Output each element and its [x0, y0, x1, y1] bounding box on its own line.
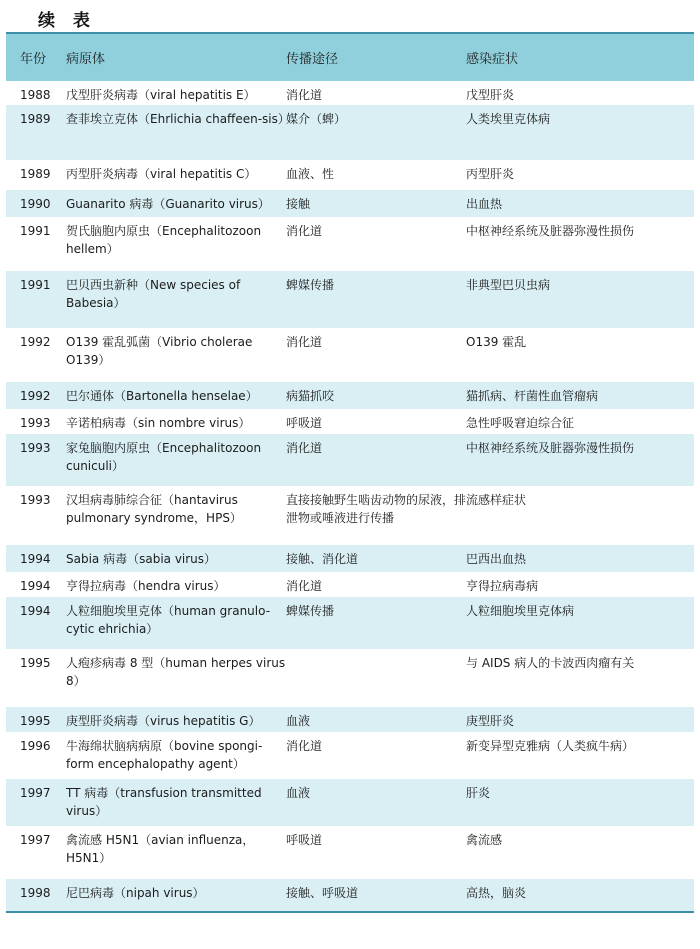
cell-symptom: 高热，脑炎 — [466, 886, 527, 900]
cell-route: 接触 — [286, 197, 311, 211]
cell-symptom: 庚型肝炎 — [466, 714, 515, 728]
cell-year: 1995 — [20, 714, 51, 728]
cell-year: 1995 — [20, 656, 51, 670]
cell-route: 消化道 — [286, 224, 323, 238]
table-body — [6, 81, 694, 911]
cell-route: 消化道 — [286, 739, 323, 753]
header-route: 传播途径 — [286, 52, 339, 67]
cell-symptom: O139 霍乱 — [466, 335, 527, 349]
cell-symptom: 亨得拉病毒病 — [466, 579, 539, 593]
cell-pathogen: 查菲埃立克体（Ehrlichia chaffeen-sis） — [66, 112, 290, 126]
cell-route: 接触、呼吸道 — [286, 886, 359, 900]
cell-symptom: 出血热 — [466, 197, 503, 211]
table-row — [6, 271, 694, 328]
cell-year: 1997 — [20, 833, 51, 847]
table-row — [6, 732, 694, 779]
cell-year: 1991 — [20, 278, 51, 292]
cell-pathogen: 家兔脑胞内原虫（Encephalitozoon cuniculi） — [66, 441, 262, 473]
cell-pathogen: 戊型肝炎病毒（viral hepatitis E） — [66, 88, 256, 102]
cell-symptom: 禽流感 — [466, 833, 503, 847]
cell-pathogen: Guanarito 病毒（Guanarito virus） — [66, 197, 270, 211]
pathogen-table — [6, 32, 694, 913]
cell-symptom: 人类埃里克体病 — [466, 112, 551, 126]
cell-pathogen: 牛海绵状脑病病原（bovine spongi-form encephalopathy agent） — [66, 739, 263, 771]
cell-route: 消化道 — [286, 335, 323, 349]
cell-year: 1996 — [20, 739, 51, 753]
cell-route: 呼吸道 — [286, 416, 323, 430]
cell-pathogen: TT 病毒（transfusion transmitted virus） — [66, 786, 262, 818]
cell-route: 消化道 — [286, 579, 323, 593]
table-header — [6, 34, 694, 81]
cell-symptom: 新变异型克雅病（人类疯牛病） — [466, 739, 635, 753]
table-row — [6, 707, 694, 732]
cell-year: 1992 — [20, 389, 51, 403]
cell-pathogen: O139 霍乱弧菌（Vibrio cholerae O139） — [66, 335, 253, 367]
table-row — [6, 572, 694, 597]
cell-pathogen: 丙型肝炎病毒（viral hepatitis C） — [66, 167, 257, 181]
table-caption: 续 表 — [38, 11, 96, 31]
cell-route: 病猫抓咬 — [286, 389, 335, 403]
cell-symptom: 戊型肝炎 — [466, 88, 515, 102]
cell-year: 1994 — [20, 604, 51, 618]
table-row — [6, 597, 694, 649]
cell-route: 直接接触野生啮齿动物的尿液，排泄物或唾液进行传播 — [286, 493, 467, 525]
table-row — [6, 190, 694, 217]
table-row — [6, 486, 694, 545]
cell-pathogen: 辛诺柏病毒（sin nombre virus） — [66, 416, 251, 430]
table-row — [6, 409, 694, 434]
cell-year: 1988 — [20, 88, 51, 102]
cell-year: 1990 — [20, 197, 51, 211]
cell-pathogen: 汉坦病毒肺综合征（hantavirus pulmonary syndrome，HPS） — [66, 493, 242, 525]
cell-year: 1989 — [20, 167, 51, 181]
cell-symptom: 非典型巴贝虫病 — [466, 278, 551, 292]
cell-route: 消化道 — [286, 88, 323, 102]
header-symptom: 感染症状 — [466, 52, 519, 67]
cell-year: 1992 — [20, 335, 51, 349]
table-row — [6, 779, 694, 826]
table-row — [6, 382, 694, 409]
table-row — [6, 879, 694, 911]
table-row — [6, 649, 694, 707]
cell-pathogen: 亨得拉病毒（hendra virus） — [66, 579, 226, 593]
cell-pathogen: 人粒细胞埃里克体（human granulo-cytic ehrichia） — [66, 604, 271, 636]
cell-year: 1993 — [20, 416, 51, 430]
cell-symptom: 猫抓病、杆菌性血管瘤病 — [466, 389, 599, 403]
table-row — [6, 217, 694, 271]
cell-year: 1997 — [20, 786, 51, 800]
cell-route: 蜱媒传播 — [286, 604, 335, 618]
cell-pathogen: 贺氏脑胞内原虫（Encephalitozoon hellem） — [66, 224, 262, 256]
cell-route: 蜱媒传播 — [286, 278, 335, 292]
cell-year: 1989 — [20, 112, 51, 126]
cell-route: 消化道 — [286, 441, 323, 455]
cell-symptom: 与 AIDS 病人的卡波西肉瘤有关 — [466, 656, 635, 670]
cell-pathogen: 尼巴病毒（nipah virus） — [66, 886, 205, 900]
cell-symptom: 急性呼吸窘迫综合征 — [466, 416, 575, 430]
cell-year: 1991 — [20, 224, 51, 238]
cell-year: 1993 — [20, 441, 51, 455]
cell-symptom: 丙型肝炎 — [466, 167, 515, 181]
cell-pathogen: 巴贝西虫新种（New species of Babesia） — [66, 278, 241, 310]
cell-pathogen: 庚型肝炎病毒（virus hepatitis G） — [66, 714, 261, 728]
table-row — [6, 81, 694, 105]
cell-pathogen: Sabia 病毒（sabia virus） — [66, 552, 217, 566]
table-row — [6, 826, 694, 879]
cell-symptom: 中枢神经系统及脏器弥漫性损伤 — [466, 224, 635, 238]
cell-route: 血液、性 — [286, 167, 335, 181]
cell-route: 血液 — [286, 786, 311, 800]
cell-symptom: 流感样症状 — [466, 493, 527, 507]
cell-route: 媒介（蜱） — [286, 112, 347, 126]
cell-symptom: 巴西出血热 — [466, 552, 527, 566]
cell-route: 血液 — [286, 714, 311, 728]
table-row — [6, 105, 694, 160]
table-row — [6, 160, 694, 190]
cell-year: 1994 — [20, 579, 51, 593]
table-row — [6, 434, 694, 486]
cell-year: 1998 — [20, 886, 51, 900]
cell-route: 接触、消化道 — [286, 552, 359, 566]
cell-pathogen: 禽流感 H5N1（avian influenza，H5N1） — [66, 833, 255, 865]
cell-year: 1993 — [20, 493, 51, 507]
cell-year: 1994 — [20, 552, 51, 566]
cell-pathogen: 巴尔通体（Bartonella henselae） — [66, 389, 258, 403]
table-row — [6, 545, 694, 572]
cell-symptom: 人粒细胞埃里克体病 — [466, 604, 575, 618]
cell-symptom: 中枢神经系统及脏器弥漫性损伤 — [466, 441, 635, 455]
cell-pathogen: 人疱疹病毒 8 型（human herpes virus 8） — [66, 656, 286, 688]
cell-symptom: 肝炎 — [466, 786, 491, 800]
header-pathogen: 病原体 — [66, 52, 106, 67]
table-row — [6, 328, 694, 382]
header-year: 年份 — [20, 52, 47, 67]
cell-route: 呼吸道 — [286, 833, 323, 847]
